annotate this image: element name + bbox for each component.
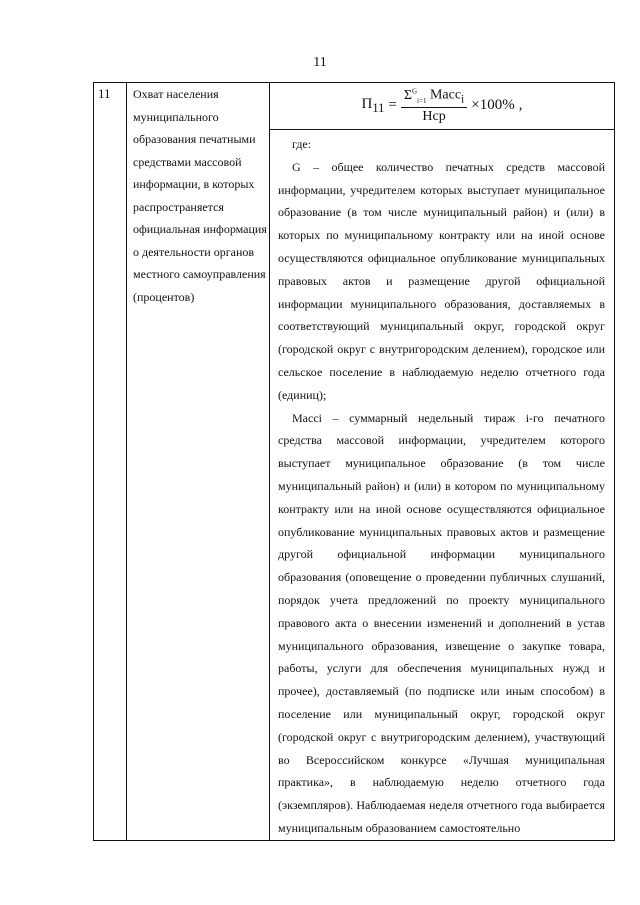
sum-symbol (404, 88, 427, 103)
formula-trailing: , (518, 97, 523, 114)
sum-sign: Σ (403, 87, 412, 103)
table-row (94, 83, 615, 841)
numerator-term: Масс (429, 87, 462, 103)
where-label: где: (292, 137, 312, 151)
indicator-name: Охват населения муниципального образования печатными средствами массовой информации, в которых распространяется официальная информация о деятельности органов местного самоуправления (процентов) (127, 83, 270, 841)
indicator-method (270, 83, 615, 841)
formula-equals: = (388, 97, 397, 114)
definition-mass: Массi – суммарный недельный тираж i-го печатного средства массовой информации, учредителем которого выступает муниципальное образование (в том числе муниципальный район) и (или) в котором по муниципальному контракту или на иной основе осуществляются официальное опубликование муниципальных правовых актов и размещение другой официальной информации муниципального образования (оповещение о проведении публичных слушаний, порядок учета предложений по проекту муниципального правового акта о внесении изменений и дополнений в устав муниципального образования, извещение о закупке товара, работы, услуги для обеспечения муниципальных нужд и прочее), доставляемый (по подписке или иным способом) в поселение или муниципальный округ, городской округ (городской округ с внутригородским делением), участвующий во Всероссийском конкурсе «Лучшая муниципальная практика», в наблюдаемую неделю отчетного года (экземпляров). Наблюдаемая неделя отчетного года выбирается муниципальным образованием самостоятельно (278, 410, 605, 835)
formula-block (270, 83, 614, 130)
page-number: 11 (313, 55, 327, 70)
definition-g: G – общее количество печатных средств массовой информации, учредителем которых выступает муниципальное образование (в том числе муниципальный район) и (или) в которых по муниципальному контракту или на иной основе осуществляются официальное опубликование муниципальных правовых актов и размещение другой официальной информации муниципального образования, доставляемых в соответствующий муниципальный округ, городской округ (городской округ с внутригородским делением), городское или сельское поселение в наблюдаемую неделю отчетного года (единиц); (278, 159, 605, 402)
formula-multiplier: ×100% (471, 97, 515, 114)
formula (361, 87, 522, 124)
formula-denominator: Нср (422, 108, 446, 124)
sum-upper-limit: G (411, 87, 418, 96)
formula-lhs (361, 96, 384, 116)
formula-lhs-subscript: 11 (372, 100, 385, 115)
explanation-text (270, 130, 614, 840)
formula-numerator (401, 87, 467, 107)
formula-fraction (401, 87, 467, 124)
indicator-table (93, 82, 615, 841)
numerator-subscript: i (461, 92, 465, 106)
formula-lhs-symbol: П (361, 95, 373, 112)
sum-lower-limit: i=1 (417, 96, 427, 105)
row-number: 11 (94, 83, 127, 841)
